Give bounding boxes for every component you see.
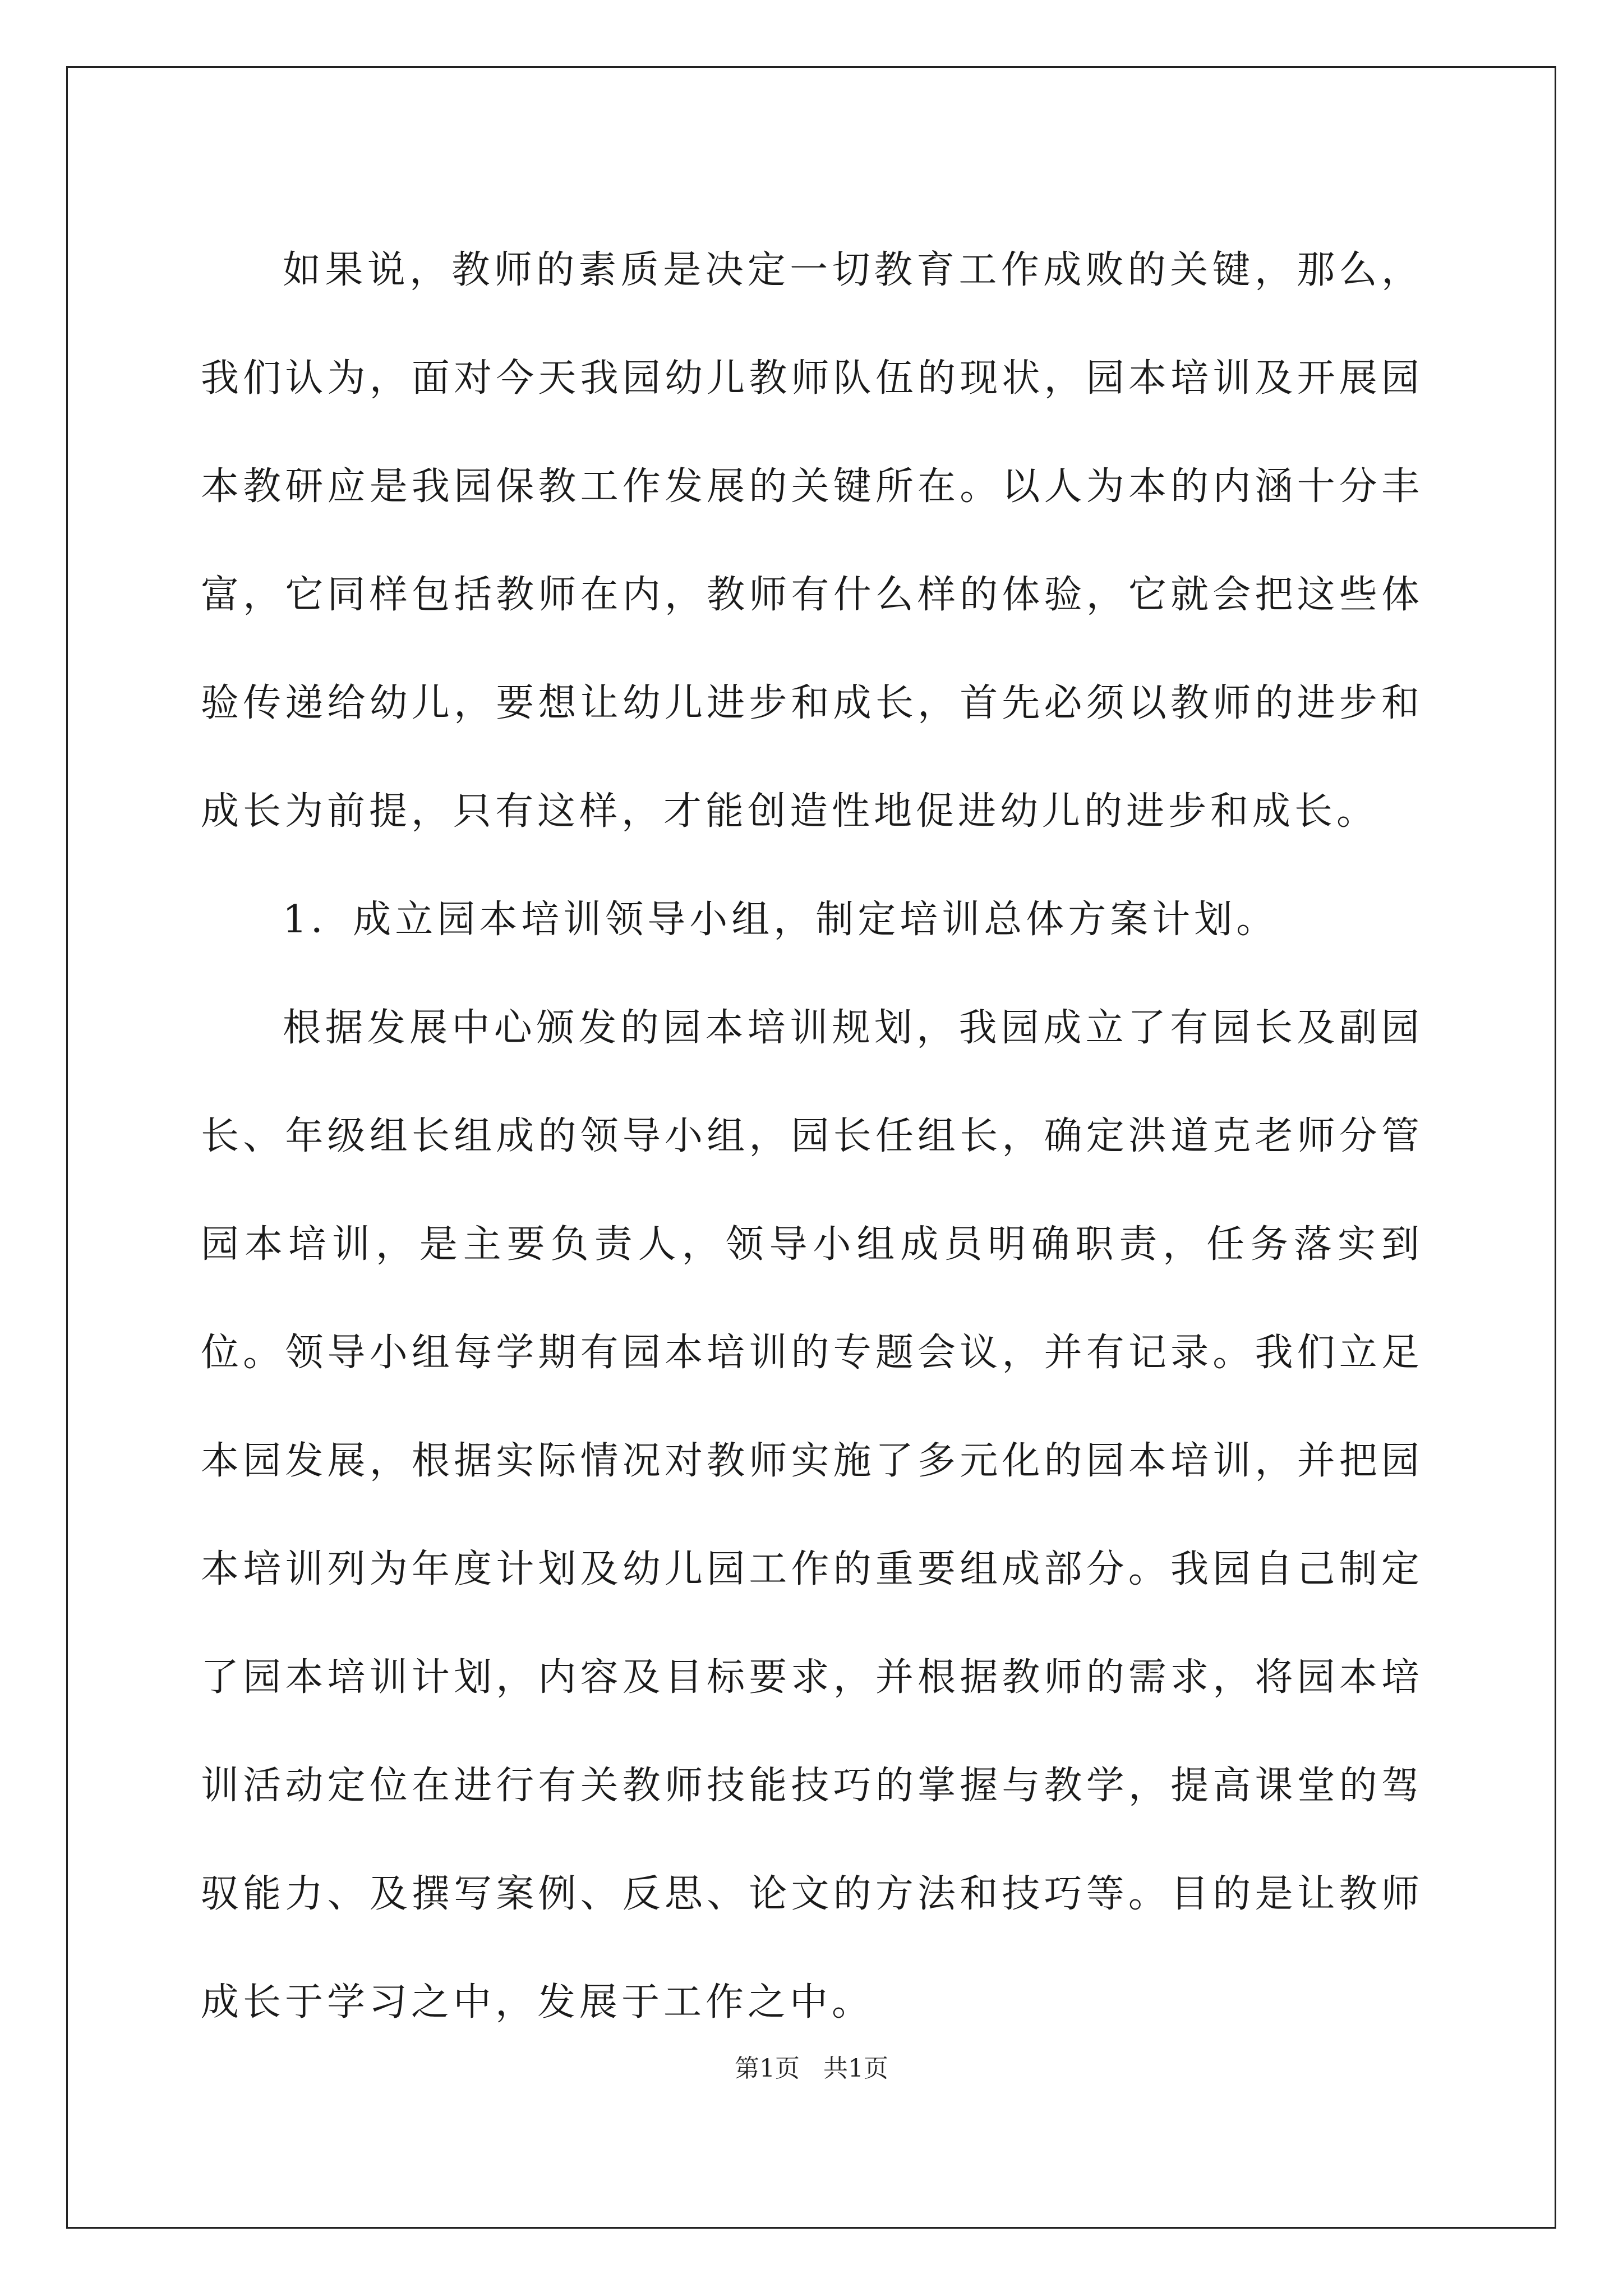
paragraph-training-plan: 根据发展中心颁发的园本培训规划，我园成立了有园长及副园长、年级组长组成的领导小组，园长任组长，确定洪道克老师分管园本培训，是主要负责人，领导小组成员明确职责，任务落实到位。领导小组每学期有园本培训的专题会议，并有记录。我们立足本园发展，根据实际情况对教师实施了多元化的园本培训，并把园本培训列为年度计划及幼儿园工作的重要组成部分。我园自己制定了园本培训计划，内容及目标要求，并根据教师的需求，将园本培训活动定位在进行有关教师技能技巧的掌握与教学，提高课堂的驾驭能力、及撰写案例、反思、论文的方法和技巧等。目的是让教师成长于学习之中，发展于工作之中。 (201, 1006, 1423, 2024)
page-footer: 第1页 共1页 (735, 2054, 888, 2083)
paragraph-intro: 如果说，教师的素质是决定一切教育工作成败的关键，那么，我们认为，面对今天我园幼儿教师队伍的现状，园本培训及开展园本教研应是我园保教工作发展的关键所在。以人为本的内涵十分丰富，它同样包括教师在内，教师有什么样的体验，它就会把这些体验传递给幼儿，要想让幼儿进步和成长，首先必须以教师的进步和成长为前提，只有这样，才能创造性地促进幼儿的进步和成长。 (201, 248, 1423, 834)
document-body (201, 216, 1423, 2056)
paragraph-section-heading: 1．成立园本培训领导小组，制定培训总体方案计划。 (283, 898, 1279, 942)
